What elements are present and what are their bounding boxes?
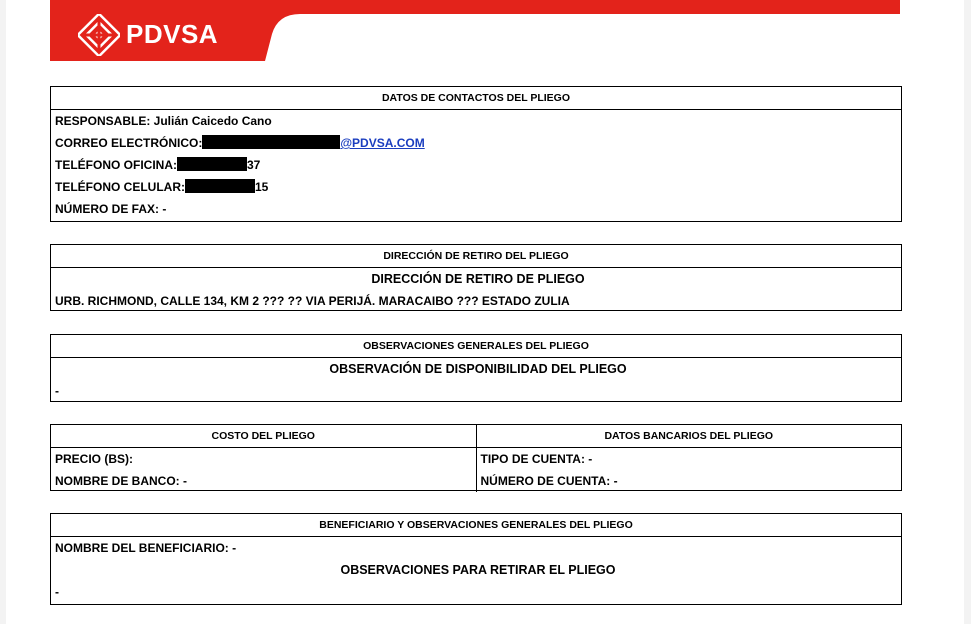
email-row	[51, 132, 901, 154]
section-title: DATOS DE CONTACTOS DEL PLIEGO	[51, 87, 901, 110]
beneficiario-subtitle: OBSERVACIONES PARA RETIRAR EL PLIEGO	[340, 563, 616, 577]
section-title: COSTO DEL PLIEGO	[51, 425, 476, 448]
contacts-section	[50, 86, 902, 222]
banco-row: NOMBRE DE BANCO: -	[55, 474, 187, 488]
costo-column	[51, 425, 476, 492]
section-title: BENEFICIARIO Y OBSERVACIONES GENERALES DEL PLIEGO	[51, 514, 901, 537]
section-title: DATOS BANCARIOS DEL PLIEGO	[477, 425, 902, 448]
retiro-subtitle: DIRECCIÓN DE RETIRO DE PLIEGO	[371, 272, 585, 286]
redacted-block	[177, 157, 247, 171]
responsable-row: RESPONSABLE: Julián Caicedo Cano	[55, 114, 272, 128]
cell-phone-suffix: 15	[255, 180, 269, 194]
section-title: DIRECCIÓN DE RETIRO DEL PLIEGO	[51, 245, 901, 268]
redacted-block	[202, 135, 340, 149]
observaciones-subtitle: OBSERVACIÓN DE DISPONIBILIDAD DEL PLIEGO	[329, 362, 627, 376]
office-phone-label: TELÉFONO OFICINA:	[55, 158, 177, 172]
beneficiario-value: -	[55, 585, 59, 599]
pdvsa-logo-icon	[78, 14, 120, 56]
precio-row: PRECIO (BS):	[55, 452, 133, 466]
numero-cuenta-row: NÚMERO DE CUENTA: -	[480, 474, 618, 488]
email-label: CORREO ELECTRÓNICO:	[55, 136, 203, 150]
retiro-section	[50, 244, 902, 311]
office-phone-row	[51, 154, 901, 176]
fax-row: NÚMERO DE FAX: -	[55, 202, 167, 216]
observaciones-value: -	[55, 384, 59, 398]
email-link[interactable]: @PDVSA.COM	[340, 136, 425, 150]
beneficiario-section	[50, 513, 902, 605]
cell-phone-row	[51, 176, 901, 198]
bancarios-column	[476, 425, 902, 492]
observaciones-section	[50, 334, 902, 402]
section-title: OBSERVACIONES GENERALES DEL PLIEGO	[51, 335, 901, 358]
tipo-cuenta-row: TIPO DE CUENTA: -	[480, 452, 593, 466]
costo-bancarios-section	[50, 424, 902, 491]
office-phone-suffix: 37	[247, 158, 261, 172]
redacted-block	[185, 179, 255, 193]
beneficiario-nombre: NOMBRE DEL BENEFICIARIO: -	[55, 541, 237, 555]
brand-name: PDVSA	[126, 19, 219, 49]
retiro-address: URB. RICHMOND, CALLE 134, KM 2 ??? ?? VIA PERIJÁ. MARACAIBO ??? ESTADO ZULIA	[55, 294, 570, 308]
cell-phone-label: TELÉFONO CELULAR:	[55, 180, 185, 194]
